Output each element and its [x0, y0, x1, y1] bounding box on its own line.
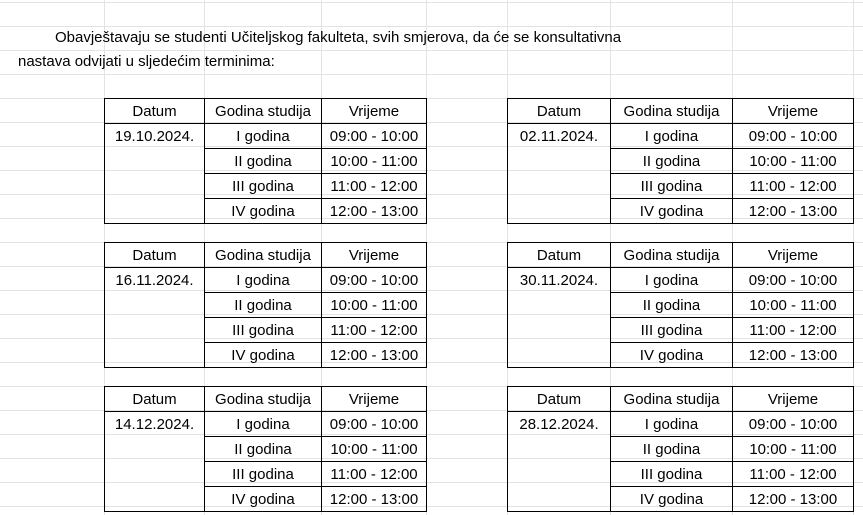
- header-year[interactable]: Godina studija: [611, 243, 733, 268]
- time-cell[interactable]: 11:00 - 12:00: [322, 462, 427, 487]
- table-row: [105, 149, 427, 174]
- time-cell[interactable]: 12:00 - 13:00: [322, 487, 427, 512]
- date-cell[interactable]: [508, 174, 611, 199]
- table-row: [105, 462, 427, 487]
- year-cell[interactable]: IV godina: [205, 487, 322, 512]
- time-cell[interactable]: 10:00 - 11:00: [322, 437, 427, 462]
- notice-line-2[interactable]: nastava odvijati u sljedećim terminima:: [18, 53, 275, 70]
- table-row: [105, 487, 427, 512]
- date-cell[interactable]: [508, 343, 611, 368]
- year-cell[interactable]: I godina: [611, 412, 733, 437]
- header-time[interactable]: Vrijeme: [322, 99, 427, 124]
- table-row: [105, 268, 427, 293]
- year-cell[interactable]: I godina: [611, 268, 733, 293]
- date-cell[interactable]: 02.11.2024.: [508, 124, 611, 149]
- date-cell[interactable]: [105, 462, 205, 487]
- year-cell[interactable]: IV godina: [205, 343, 322, 368]
- time-cell[interactable]: 11:00 - 12:00: [733, 174, 854, 199]
- header-date[interactable]: Datum: [508, 99, 611, 124]
- header-year[interactable]: Godina studija: [205, 243, 322, 268]
- time-cell[interactable]: 10:00 - 11:00: [322, 293, 427, 318]
- header-row: [508, 243, 854, 268]
- header-row: [105, 99, 427, 124]
- schedule-table: [104, 386, 427, 512]
- year-cell[interactable]: II godina: [611, 149, 733, 174]
- table-row: [508, 412, 854, 437]
- date-cell[interactable]: [508, 318, 611, 343]
- table-row: [105, 318, 427, 343]
- time-cell[interactable]: 12:00 - 13:00: [733, 199, 854, 224]
- date-cell[interactable]: [105, 487, 205, 512]
- header-time[interactable]: Vrijeme: [733, 99, 854, 124]
- table-row: [105, 437, 427, 462]
- year-cell[interactable]: III godina: [611, 462, 733, 487]
- header-row: [105, 243, 427, 268]
- date-cell[interactable]: [508, 462, 611, 487]
- time-cell[interactable]: 11:00 - 12:00: [322, 174, 427, 199]
- table-row: [508, 149, 854, 174]
- time-cell[interactable]: 09:00 - 10:00: [733, 268, 854, 293]
- header-time[interactable]: Vrijeme: [733, 243, 854, 268]
- date-cell[interactable]: [508, 437, 611, 462]
- header-row: [105, 387, 427, 412]
- schedule-table: [507, 242, 854, 368]
- header-time[interactable]: Vrijeme: [322, 387, 427, 412]
- table-row: [508, 487, 854, 512]
- time-cell[interactable]: 11:00 - 12:00: [733, 318, 854, 343]
- year-cell[interactable]: III godina: [205, 462, 322, 487]
- table-row: [508, 124, 854, 149]
- header-year[interactable]: Godina studija: [205, 387, 322, 412]
- time-cell[interactable]: 09:00 - 10:00: [322, 124, 427, 149]
- header-date[interactable]: Datum: [508, 387, 611, 412]
- year-cell[interactable]: IV godina: [611, 343, 733, 368]
- date-cell[interactable]: [105, 199, 205, 224]
- date-cell[interactable]: [105, 318, 205, 343]
- table-row: [508, 343, 854, 368]
- header-date[interactable]: Datum: [105, 243, 205, 268]
- date-cell[interactable]: 30.11.2024.: [508, 268, 611, 293]
- date-cell[interactable]: 19.10.2024.: [105, 124, 205, 149]
- header-date[interactable]: Datum: [508, 243, 611, 268]
- date-cell[interactable]: [105, 437, 205, 462]
- year-cell[interactable]: III godina: [205, 318, 322, 343]
- time-cell[interactable]: 10:00 - 11:00: [733, 437, 854, 462]
- table-row: [508, 318, 854, 343]
- time-cell[interactable]: 10:00 - 11:00: [322, 149, 427, 174]
- year-cell[interactable]: II godina: [205, 293, 322, 318]
- year-cell[interactable]: IV godina: [611, 199, 733, 224]
- year-cell[interactable]: II godina: [205, 149, 322, 174]
- date-cell[interactable]: [508, 199, 611, 224]
- table-row: [508, 268, 854, 293]
- time-cell[interactable]: 09:00 - 10:00: [733, 124, 854, 149]
- date-cell[interactable]: [105, 343, 205, 368]
- date-cell[interactable]: [105, 149, 205, 174]
- header-time[interactable]: Vrijeme: [733, 387, 854, 412]
- table-row: [105, 124, 427, 149]
- table-row: [508, 293, 854, 318]
- time-cell[interactable]: 12:00 - 13:00: [322, 343, 427, 368]
- header-year[interactable]: Godina studija: [205, 99, 322, 124]
- year-cell[interactable]: I godina: [205, 412, 322, 437]
- table-row: [105, 343, 427, 368]
- time-cell[interactable]: 12:00 - 13:00: [322, 199, 427, 224]
- date-cell[interactable]: [508, 149, 611, 174]
- year-cell[interactable]: IV godina: [611, 487, 733, 512]
- time-cell[interactable]: 09:00 - 10:00: [322, 412, 427, 437]
- time-cell[interactable]: 10:00 - 11:00: [733, 293, 854, 318]
- year-cell[interactable]: III godina: [611, 318, 733, 343]
- year-cell[interactable]: IV godina: [205, 199, 322, 224]
- header-date[interactable]: Datum: [105, 387, 205, 412]
- date-cell[interactable]: [508, 487, 611, 512]
- time-cell[interactable]: 12:00 - 13:00: [733, 487, 854, 512]
- header-year[interactable]: Godina studija: [611, 387, 733, 412]
- table-row: [508, 462, 854, 487]
- time-cell[interactable]: 09:00 - 10:00: [322, 268, 427, 293]
- year-cell[interactable]: II godina: [205, 437, 322, 462]
- year-cell[interactable]: I godina: [205, 268, 322, 293]
- year-cell[interactable]: I godina: [611, 124, 733, 149]
- header-row: [508, 387, 854, 412]
- schedule-table: [104, 98, 427, 224]
- date-cell[interactable]: [105, 293, 205, 318]
- time-cell[interactable]: 10:00 - 11:00: [733, 149, 854, 174]
- header-time[interactable]: Vrijeme: [322, 243, 427, 268]
- year-cell[interactable]: II godina: [611, 437, 733, 462]
- date-cell[interactable]: [105, 174, 205, 199]
- time-cell[interactable]: 09:00 - 10:00: [733, 412, 854, 437]
- year-cell[interactable]: III godina: [205, 174, 322, 199]
- table-row: [508, 199, 854, 224]
- year-cell[interactable]: II godina: [611, 293, 733, 318]
- header-year[interactable]: Godina studija: [611, 99, 733, 124]
- table-row: [105, 174, 427, 199]
- date-cell[interactable]: 14.12.2024.: [105, 412, 205, 437]
- table-row: [105, 293, 427, 318]
- notice-line-1[interactable]: Obavještavaju se studenti Učiteljskog fakulteta, svih smjerova, da će se konsultativna: [55, 29, 622, 46]
- time-cell[interactable]: 11:00 - 12:00: [322, 318, 427, 343]
- year-cell[interactable]: I godina: [205, 124, 322, 149]
- time-cell[interactable]: 12:00 - 13:00: [733, 343, 854, 368]
- header-date[interactable]: Datum: [105, 99, 205, 124]
- table-row: [105, 412, 427, 437]
- year-cell[interactable]: III godina: [611, 174, 733, 199]
- table-row: [105, 199, 427, 224]
- schedule-table: [104, 242, 427, 368]
- date-cell[interactable]: [508, 293, 611, 318]
- table-row: [508, 437, 854, 462]
- time-cell[interactable]: 11:00 - 12:00: [733, 462, 854, 487]
- date-cell[interactable]: 28.12.2024.: [508, 412, 611, 437]
- schedule-table: [507, 98, 854, 224]
- date-cell[interactable]: 16.11.2024.: [105, 268, 205, 293]
- table-row: [508, 174, 854, 199]
- header-row: [508, 99, 854, 124]
- schedule-table: [507, 386, 854, 512]
